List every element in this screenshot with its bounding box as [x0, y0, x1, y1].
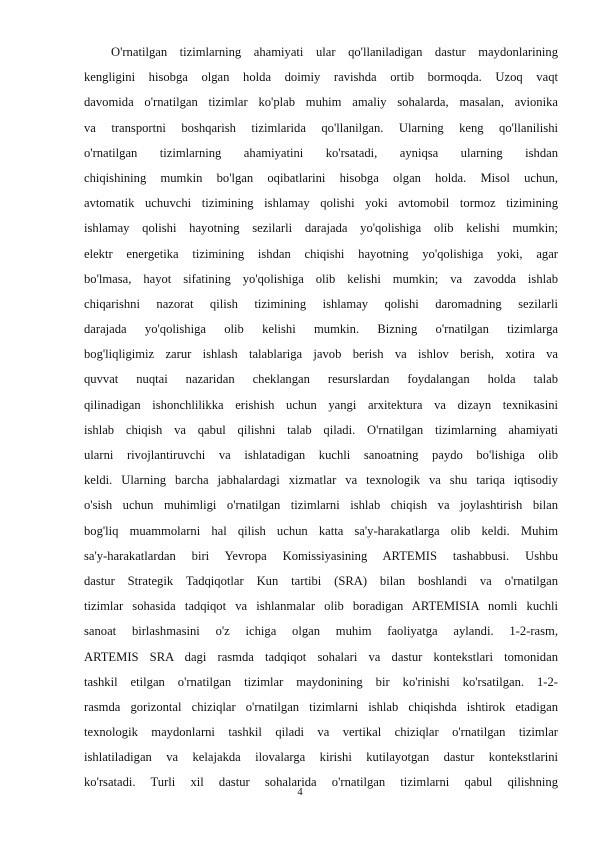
paragraph-line: ishlamay qolishi hayotning sezilarli darajada yo'qolishiga olib kelishi mumkin;: [84, 221, 558, 236]
paragraph-line: davomida o'rnatilgan tizimlar ko'plab muhim amaliy sohalarda, masalan, avionika: [84, 95, 558, 110]
paragraph-line: ishlab chiqish va qabul qilishni talab qiladi. O'rnatilgan tizimlarning ahamiyati: [84, 422, 558, 437]
page-number: 4: [297, 787, 303, 798]
paragraph-line: o'rnatilgan tizimlarning ahamiyatini ko'rsatadi, ayniqsa ularning ishdan: [84, 145, 558, 160]
paragraph-line: ishlatiladigan va kelajakda ilovalarga kirishi kutilayotgan dastur kontekstlarini: [84, 750, 558, 765]
paragraph-line: bo'lmasa, hayot sifatining yo'qolishiga olib kelishi mumkin; va zavodda ishlab: [84, 271, 558, 286]
paragraph-line: O'rnatilgan tizimlarning ahamiyati ular qo'llaniladigan dastur maydonlarining: [111, 45, 558, 59]
paragraph-line: dastur Strategik Tadqiqotlar Kun tartibi (SRA) bilan boshlandi va o'rnatilgan: [84, 573, 558, 588]
paragraph-line: bog'liqligimiz zarur ishlash talablariga javob berish va ishlov berish, xotira va: [84, 347, 558, 362]
paragraph-line: sanoat birlashmasini o'z ichiga olgan muhim faoliyatga aylandi. 1-2-rasm,: [84, 624, 558, 639]
paragraph-line: ularni rivojlantiruvchi va ishlatadigan kuchli sanoatning paydo bo'lishiga olib: [84, 448, 558, 462]
paragraph-line: elektr energetika tizimining ishdan chiqishi hayotning yo'qolishiga yoki, agar: [84, 246, 558, 261]
body-paragraph: [84, 40, 558, 796]
paragraph-line: rasmda gorizontal chiziqlar o'rnatilgan tizimlarni ishlab chiqishda ishtirok etadigan: [84, 699, 558, 714]
paragraph-line: darajada yo'qolishiga olib kelishi mumkin. Bizning o'rnatilgan tizimlarga: [84, 322, 558, 337]
paragraph-line: chiqishining mumkin bo'lgan oqibatlarini hisobga olgan holda. Misol uchun,: [84, 170, 558, 185]
paragraph-line: o'sish uchun muhimligi o'rnatilgan tizimlarni ishlab chiqish va joylashtirish bilan: [84, 498, 558, 513]
paragraph-line: ko'rsatadi. Turli xil dastur sohalarida o'rnatilgan tizimlarni qabul qilishning: [84, 775, 558, 790]
paragraph-line: keldi. Ularning barcha jabhalardagi xizmatlar va texnologik va shu tariqa iqtisodiy: [84, 473, 558, 488]
paragraph-line: kengligini hisobga olgan holda doimiy ravishda ortib bormoqda. Uzoq vaqt: [84, 70, 558, 85]
paragraph-line: tashkil etilgan o'rnatilgan tizimlar maydonining bir ko'rinishi ko'rsatilgan. 1-2-: [84, 674, 558, 689]
paragraph-line: tizimlar sohasida tadqiqot va ishlanmalar olib boradigan ARTEMISIA nomli kuchli: [84, 599, 558, 614]
paragraph-line: quvvat nuqtai nazaridan cheklangan resurslardan foydalangan holda talab: [84, 372, 558, 387]
paragraph-line: qilinadigan ishonchlilikka erishish uchun yangi arxitektura va dizayn texnikasini: [84, 397, 558, 412]
paragraph-line: sa'y-harakatlardan biri Yevropa Komissiyasining ARTEMIS tashabbusi. Ushbu: [84, 548, 558, 563]
paragraph-line: va transportni boshqarish tizimlarida qo'llanilgan. Ularning keng qo'llanilishi: [84, 120, 558, 135]
paragraph-line: chiqarishni nazorat qilish tizimining ishlamay qolishi daromadning sezilarli: [84, 296, 558, 311]
paragraph-line: ARTEMIS SRA dagi rasmda tadqiqot sohalari va dastur kontekstlari tomonidan: [84, 649, 558, 664]
paragraph-line: bog'liq muammolarni hal qilish uchun katta sa'y-harakatlarga olib keldi. Muhim: [84, 523, 558, 538]
paragraph-line: avtomatik uchuvchi tizimining ishlamay qolishi yoki avtomobil tormoz tizimining: [84, 196, 558, 211]
paragraph-line: texnologik maydonlarni tashkil qiladi va vertikal chiziqlar o'rnatilgan tizimlar: [84, 725, 558, 740]
